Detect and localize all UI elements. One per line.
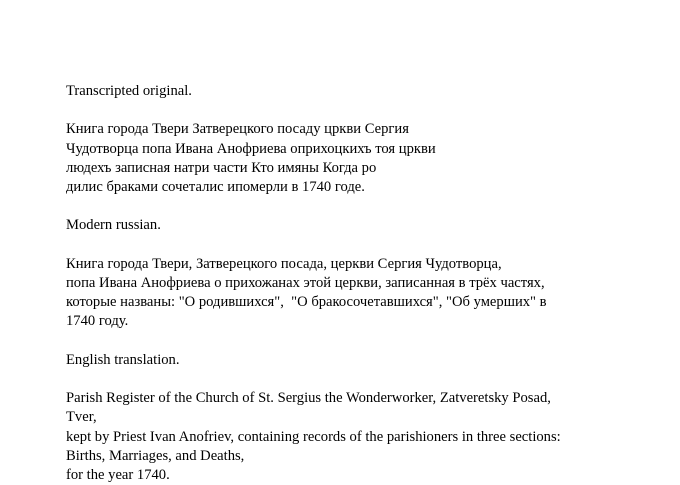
text-line: Parish Register of the Church of St. Sergius the Wonderworker, Zatveretsky Posad, <box>66 390 551 407</box>
section-transcripted-original <box>66 82 666 197</box>
spacer <box>66 236 666 255</box>
text-line: дилис браками сочеталис ипомерли в 1740 годе. <box>66 179 365 195</box>
spacer <box>66 332 666 351</box>
document-body <box>66 82 666 485</box>
text-line: kept by Priest Ivan Anofriev, containing records of the parishioners in three sections: <box>66 428 561 445</box>
text-line: Tver, <box>66 409 97 426</box>
section-heading: English translation. <box>66 351 180 368</box>
section-modern-russian <box>66 216 666 331</box>
spacer <box>66 101 666 120</box>
section-english-translation <box>66 351 666 485</box>
text-line: Births, Marriages, and Deaths, <box>66 447 245 464</box>
section-heading: Transcripted original. <box>66 83 192 99</box>
text-line: Книга города Твери, Затверецкого посада, церкви Сергия Чудотворца, <box>66 255 502 272</box>
text-line: людехъ записная натри части Кто имяны Когда ро <box>66 159 377 176</box>
spacer <box>66 370 666 389</box>
text-line: for the year 1740. <box>66 466 170 483</box>
spacer <box>66 197 666 216</box>
text-line: которые названы: "О родившихся", "О бракосочетавшихся", "Об умерших" в <box>66 294 547 311</box>
text-line: Книга города Твери Затверецкого посаду цркви Сергия <box>66 121 409 138</box>
text-line: 1740 году. <box>66 313 129 330</box>
text-line: Чудотворца попа Ивана Анофриева оприхоцкихъ тоя цркви <box>66 140 436 157</box>
text-line: попа Ивана Анофриева о прихожанах этой церкви, записанная в трёх частях, <box>66 274 545 291</box>
section-heading: Modern russian. <box>66 217 161 234</box>
